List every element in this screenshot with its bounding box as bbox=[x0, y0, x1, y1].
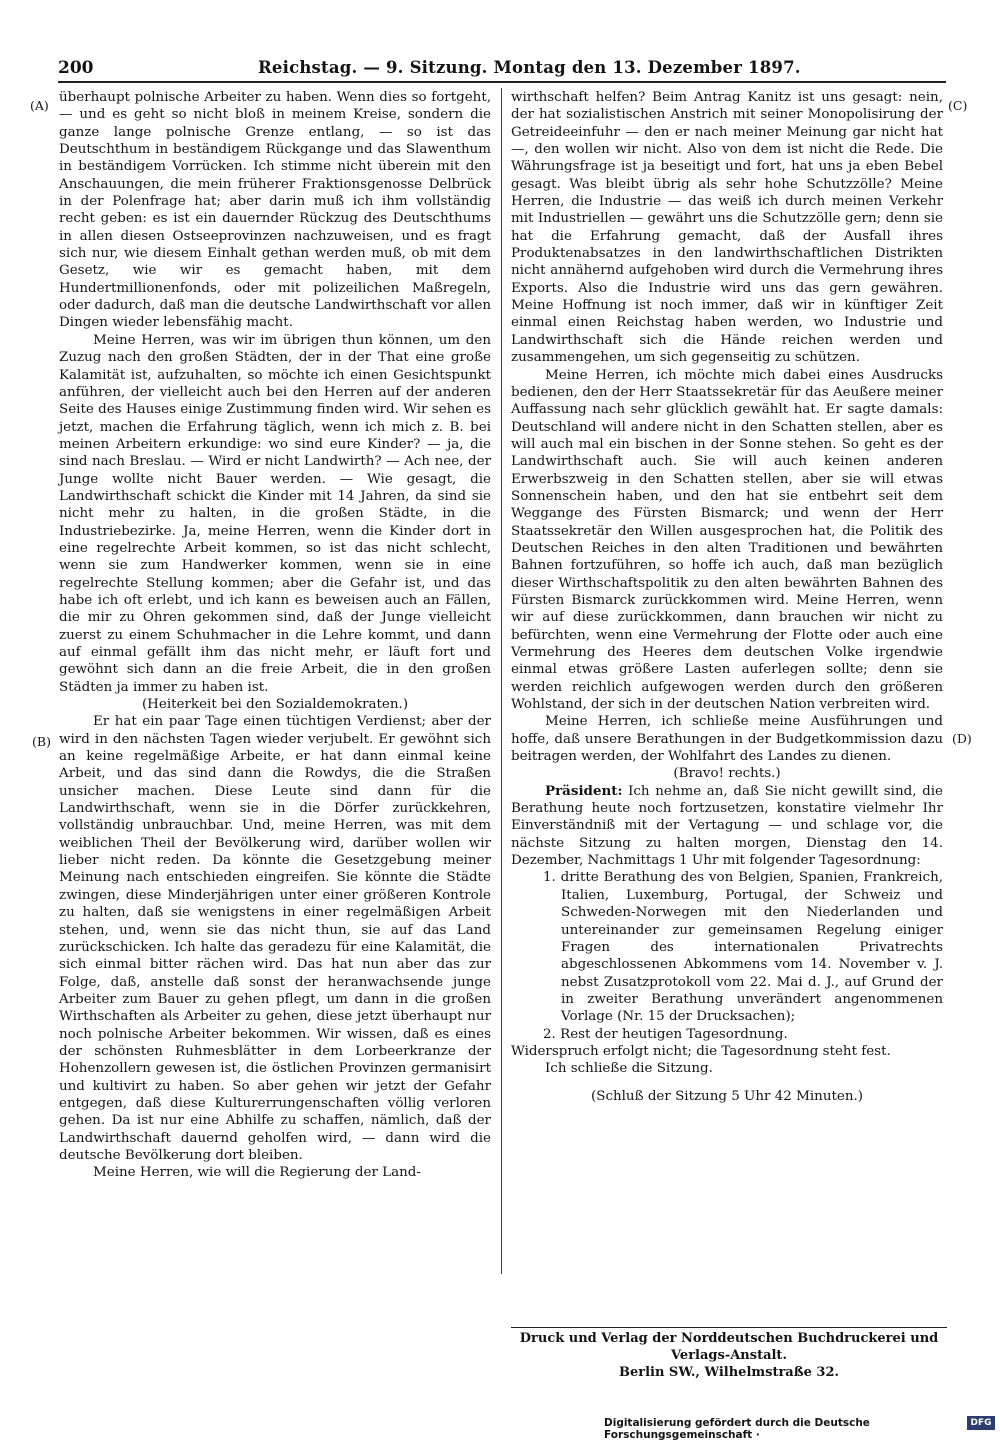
header-rule bbox=[58, 81, 946, 83]
running-title: Reichstag. — 9. Sitzung. Montag den 13. Dezember 1897. bbox=[258, 58, 801, 77]
paragraph: Meine Herren, was wir im übrigen thun können, um den Zuzug nach den großen Städten, der in der That eine große Kalamität ist, aufzuhalten, so möchte ich einen Gesichtspunkt anführen, der vielleicht auch bei den Herren auf der anderen Seite des Hauses einige Zustimmung finden wird. Wir sehen es jetzt, machen die Erfahrung täglich, wenn ich mich z. B. bei meinen Arbeitern erkundige: wo sind eure Kinder? — ja, die sind nach Breslau. — Wird er nicht Landwirth? — Ach nee, der Junge wollte nicht Bauer werden. — Wie gesagt, die Landwirthschaft schickt die Kinder mit 14 Jahren, da sind sie nicht mehr zu halten, in die großen Städte, in die Industriebezirke. Ja, meine Herren, wenn die Kinder dort in eine regelrechte Arbeit kommen, so ist das nicht schlecht, wenn sie zum Handwerker kommen, wenn sie in eine regelrechte Stellung kommen; aber die Gefahr ist, und das habe ich oft erlebt, und ich kann es beweisen auch an Fällen, die mir zu Ohren gekommen sind, daß der Junge vielleicht zuerst zu einem Schuhmacher in die Lehre kommt, und dann auf einmal gefällt ihm das nicht mehr, er läuft fort und gewöhnt sich dann an die freie Arbeit, die in den großen Städten ja immer zu haben ist. bbox=[59, 332, 491, 695]
paragraph: Meine Herren, ich schließe meine Ausführungen und hoffe, daß unsere Berathungen in der Budgetkommission dazu beitragen werden, der Wohlfahrt des Landes zu dienen. bbox=[511, 714, 943, 765]
paragraph: Widerspruch erfolgt nicht; die Tagesordnung steht fest. bbox=[511, 1043, 891, 1059]
imprint-line: Berlin SW., Wilhelmstraße 32. bbox=[618, 1365, 840, 1380]
column-divider bbox=[501, 88, 502, 1274]
left-column bbox=[59, 89, 491, 1182]
imprint-line: Druck und Verlag der Norddeutschen Buchdruckerei und Verlags-Anstalt. bbox=[519, 1331, 939, 1363]
paragraph: Ich schließe die Sitzung. bbox=[545, 1061, 713, 1077]
paragraph: Meine Herren, wie will die Regierung der Land- bbox=[93, 1165, 421, 1181]
president-label: Präsident: bbox=[545, 782, 623, 799]
margin-letter-a: (A) bbox=[30, 98, 49, 113]
paragraph: Er hat ein paar Tage einen tüchtigen Verdienst; aber der wird in den nächsten Tagen wieder verjubelt. Er gewöhnt sich an keine regelmäßige Arbeite, er hat dann einmal keine Arbeit, und das sind dann die Rowdys, die die Straßen unsicher machen. Diese Leute sind dann für die Landwirthschaft, wenn sie in die Dörfer zurückkehren, vollständig unbrauchbar. Und, meine Herren, was mit dem weiblichen Theil der Bevölkerung wird, darüber wollen wir lieber nicht reden. Da könnte die Gesetzgebung meiner Meinung nach entschieden eingreifen. Sie könnte die Städte zwingen, diese Minderjährigen unter einer größeren Kontrole zu halten, daß sie wenigstens in einer regelmäßigen Arbeit stehen, und, wenn sie das nicht thun, sie auf das Land zurückschicken. Ich halte das geradezu für eine Kalamität, die sich einmal bitter rächen wird. Das hat nun aber das zur Folge, daß, anstelle daß sonst der heranwachsende junge Arbeiter zum Bauer zu gehen pflegt, um dann in die großen Wirthschaften als Arbeiter zu gehen, diese jetzt überhaupt nur noch polnische Arbeiter bekommen. Wir wissen, daß es eines der schönsten Ruhmesblätter in dem Lorbeerkranze der Hohenzollern gewesen ist, die östlichen Provinzen germanisirt und kultivirt zu haben. So aber gehen wir jetzt der Gefahr entgegen, daß diese Kulturerrungenschaften völlig verloren gehen. Da ist nur eine Abhilfe zu schaffen, nämlich, daß der Landwirthschaft dauernd geholfen wird, — dann wird die deutsche Bevölkerung dort bleiben. bbox=[59, 714, 491, 1163]
agenda-item: 2. Rest der heutigen Tagesordnung. bbox=[543, 1026, 788, 1042]
interjection: (Heiterkeit bei den Sozialdemokraten.) bbox=[141, 697, 409, 713]
paragraph: wirthschaft helfen? Beim Antrag Kanitz ist uns gesagt: nein, der hat sozialistischen Anstrich mit seiner Monopolisirung der Getreideeinfuhr — den er nach meiner Meinung gar nicht hat —, den wollen wir nicht. Also von dem ist nicht die Rede. Die Währungsfrage ist ja beseitigt und fort, hat uns ja eben Bebel gesagt. Was bleibt übrig als sehr hohe Schutzzölle? Meine Herren, die Industrie — das weiß ich durch meinen Verkehr mit Industriellen — gewährt uns die Schutzzölle gern; denn sie hat die Erfahrung gemacht, daß der Ausfall ihres Produktenabsatzes in den landwirthschaftlichen Distrikten nicht annähernd aufgehoben wird durch die Vermehrung ihres Exports. Also die Industrie wird uns das gern gewähren. Meine Hoffnung ist noch immer, daß wir in künftiger Zeit einmal einen Reichstag haben werden, wo Industrie und Landwirthschaft sich die Hände reichen werden und zusammengehen, um sich gegenseitig zu schützen. bbox=[511, 90, 943, 366]
paragraph: Meine Herren, ich möchte mich dabei eines Ausdrucks bedienen, den der Herr Staatssekretär für das Aeußere meiner Auffassung nach sehr glücklich gewählt hat. Er sagte damals: Deutschland will andere nicht in den Schatten stellen, aber es will auch mal ein bischen in der Sonne stehen. So geht es der Landwirthschaft auch. Sie will auch keinen anderen Erwerbszweig in den Schatten stellen, aber sie will etwas Sonnenschein haben, und den hat sie entbehrt seit dem Weggange des Fürsten Bismarck; und wenn der Herr Staatssekretär den Willen ausgesprochen hat, die Politik des Deutschen Reiches in den alten Traditionen und bewährten Bahnen fortzuführen, so hoffe ich auch, daß man bezüglich dieser Wirthschaftspolitik zu den alten bewährten Bahnen des Fürsten Bismarck zurückkommen wird. Meine Herren, wenn wir auf diese zurückkommen, dann brauchen wir nicht zu befürchten, wenn eine Vermehrung der Flotte oder auch eine Vermehrung des Heeres dem deutschen Volke irgendwie einmal etwas größere Lasten auferlegen sollte; denn sie werden reichlich aufgewogen werden durch den größeren Wohlstand, der sich in der deutschen Nation verbreiten wird. bbox=[511, 367, 943, 713]
margin-letter-d: (D) bbox=[952, 731, 972, 746]
paragraph: überhaupt polnische Arbeiter zu haben. Wenn dies so fortgeht, — und es geht so nicht bloß in meinem Kreise, sondern die ganze lange polnische Grenze entlang, — so ist das Deutschthum in beständigem Rückgange und das Slawenthum in beständigem Vorrücken. Ich stimme nicht überein mit den Anschauungen, die mein früherer Fraktionsgenosse Delbrück in der Polenfrage hat; aber darin muß ich ihm vollständig recht geben: es ist ein dauernder Rückzug des Deutschthums in allen diesen Ostseeprovinzen nachzuweisen, und es fragt sich nur, wie diesem Einhalt gethan werden muß, ob mit dem Gesetz, wie wir es gemacht haben, mit dem Hundertmillionenfonds, oder mit polizeilichen Maßregeln, oder dadurch, daß man die deutsche Landwirthschaft vor allen Dingen wieder lebensfähig macht. bbox=[59, 90, 491, 331]
president-text: Ich nehme an, daß Sie nicht gewillt sind, die Berathung heute noch fortzusetzen, konstatire vielmehr Ihr Einverständniß mit der Vertagung — und schlage vor, die nächste Sitzung zu halten morgen, Dienstag den 14. Dezember, Nachmittags 1 Uhr mit folgender Tagesordnung: bbox=[511, 783, 943, 869]
president-statement bbox=[511, 783, 943, 870]
imprint bbox=[511, 1330, 947, 1381]
page-number: 200 bbox=[58, 58, 94, 78]
margin-letter-c: (C) bbox=[948, 98, 968, 113]
page-header bbox=[58, 56, 946, 82]
session-end: (Schluß der Sitzung 5 Uhr 42 Minuten.) bbox=[591, 1088, 863, 1104]
margin-letter-b: (B) bbox=[32, 734, 51, 749]
agenda-item: 1. dritte Berathung des von Belgien, Spanien, Frankreich, Italien, Luxemburg, Portugal, der Schweiz und Schweden-Norwegen mit den Niederlanden und untereinander zur gemeinsamen Regelung einiger Fragen des internationalen Privatrechts abgeschlossenen Abkommens vom 14. November v. J. nebst Zusatzprotokoll vom 22. Mai d. J., auf Grund der in zweiter Berathung unverändert angenommenen Vorlage (Nr. 15 der Drucksachen); bbox=[543, 870, 943, 1025]
dfg-logo: DFG bbox=[967, 1416, 995, 1430]
interjection: (Bravo! rechts.) bbox=[673, 766, 781, 782]
digitization-credit: Digitalisierung gefördert durch die Deutsche Forschungsgemeinschaft · bbox=[604, 1417, 870, 1441]
imprint-rule bbox=[511, 1327, 947, 1328]
right-column bbox=[511, 89, 943, 1105]
